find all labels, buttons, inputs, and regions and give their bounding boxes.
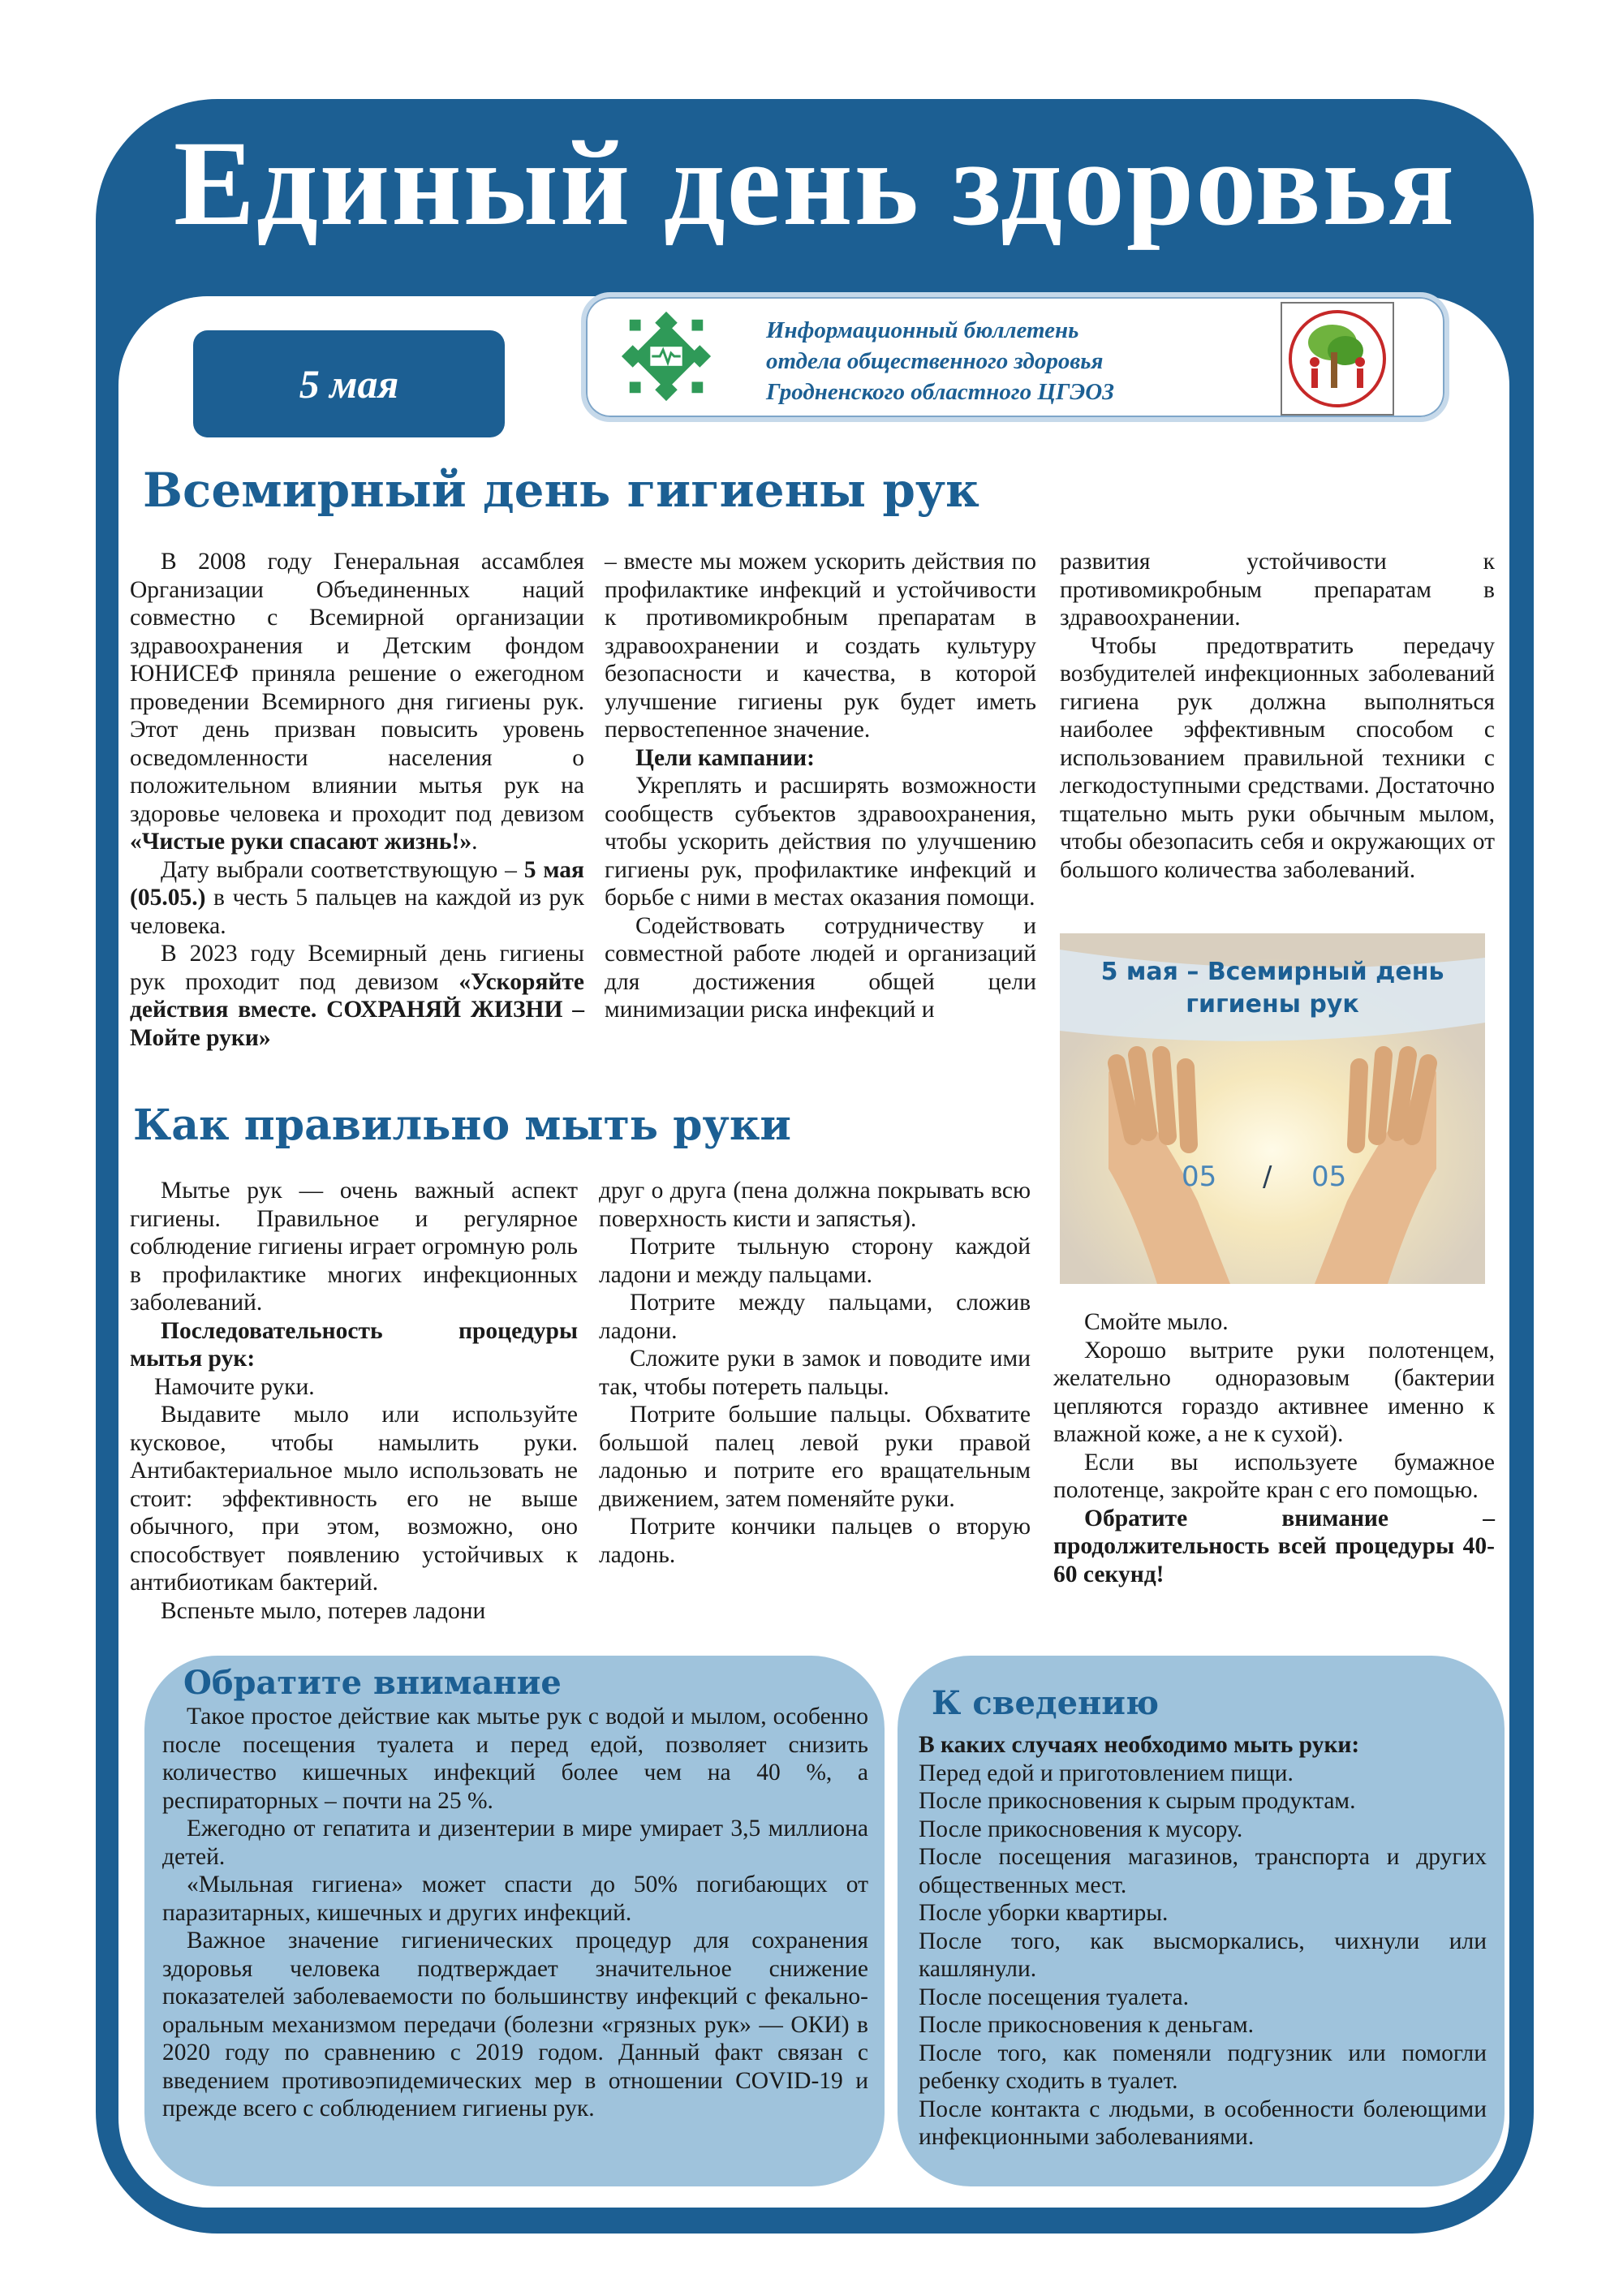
text: В 2023 году Всемирный день гигиены рук проходит под девизом (130, 941, 584, 995)
photo-caption-line-1: 5 мая – Всемирный день (1100, 958, 1444, 986)
photo-left-number: 05 (1182, 1161, 1217, 1193)
paragraph: Намочите руки. (154, 1373, 315, 1400)
paragraph: Важное значение гигиенических процедур для сохранения здоровья человека подтверждает значительное снижение показателей заболеваемости по большинству инфекций с фекально-оральным механизмом передачи (болезни «грязных рук» — ОКИ) в 2020 году по сравнению с 2019 годом. Данный факт связан с введением противоэпидемических мер в отношении COVID-19 и прежде всего с соблюдением гигиены рук. (162, 1928, 868, 2122)
paragraph: Смойте мыло. (1084, 1309, 1229, 1335)
paragraph: Потрите большие пальцы. Обхватите большой палец левой руки правой ладонью и потрите его вращательным движением, затем поменяйте руки. (599, 1402, 1031, 1512)
text: . (471, 829, 478, 855)
paragraph: «Мыльная гигиена» может спасти до 50% погибающих от паразитарных, кишечных и других инфекций. (162, 1872, 868, 1926)
date-badge (193, 330, 505, 437)
list-item: После того, как поменяли подгузник или помогли ребенку сходить в туалет. (919, 2040, 1487, 2094)
section-hand-hygiene-day-title: Всемирный день гигиены рук (143, 463, 979, 518)
hands-photo (1060, 933, 1485, 1284)
paragraph: Потрите тыльную сторону каждой ладони и между пальцами. (599, 1234, 1031, 1288)
date-highlight: 5 мая (05.05.) (130, 856, 584, 911)
page-title: Единый день здоровья (173, 116, 1457, 251)
paragraph: Мытье рук — очень важный аспект гигиены. Правильное и регулярное соблюдение гигиены играет огромную роль в профилактике многих инфекционных заболеваний. (130, 1178, 578, 1316)
date-label: 5 мая (299, 361, 399, 407)
paragraph: Вспеньте мыло, потерев ладони (161, 1597, 486, 1624)
text: В 2008 году Генеральная ассамблея Организации Объединенных наций совместно с Всемирной организации здравоохранения и Детским фондом ЮНИСЕФ приняла решение о ежегодном проведении Всемирного дня гигиены рук. Этот день призван повысить уровень осведомленности населения о положительном влиянии мытья рук на здоровье человека и проходит под девизом (130, 549, 584, 827)
list-item: После уборки квартиры. (919, 1900, 1169, 1926)
paragraph: развития устойчивости к противомикробным препаратам в здравоохранении. (1060, 549, 1495, 631)
paragraph: друг о друга (пена должна покрывать всю поверхность кисти и запястья). (599, 1178, 1031, 1232)
paragraph (130, 548, 584, 856)
photo-slash: / (1263, 1161, 1272, 1193)
list-item: После посещения магазинов, транспорта и других общественных мест. (919, 1844, 1487, 1898)
paragraph: Содействовать сотрудничеству и совместной работе людей и организаций для достижения общей цели минимизации риска инфекций и (605, 912, 1036, 1023)
paragraph: Хорошо вытрите руки полотенцем, желательно одноразовым (бактерии цепляются гораздо активнее именно к влажной коже, а не к сухой). (1053, 1337, 1495, 1447)
list-item: После прикосновения к мусору. (919, 1816, 1243, 1842)
info-box-text (919, 1731, 1487, 2152)
list-item: После прикосновения к деньгам. (919, 2012, 1254, 2038)
paragraph: Сложите руки в замок и поводите ими так, чтобы потереть пальцы. (599, 1346, 1031, 1400)
list-item: После контакта с людьми, в особенности болеющими инфекционными заболеваниями. (919, 2096, 1487, 2150)
motto-2023: «Ускоряйте действия вместе. СОХРАНЯЙ ЖИЗНИ – Мойте руки» (130, 968, 584, 1051)
paragraph: Ежегодно от гепатита и дизентерии в мире умирает 3,5 миллиона детей. (162, 1816, 868, 1870)
photo-right-number: 05 (1311, 1161, 1347, 1193)
section1-column-3 (1060, 548, 1495, 884)
section2-column-3 (1053, 1308, 1495, 1588)
bulletin-banner (581, 292, 1449, 422)
paragraph: Выдавите мыло или используйте кусковое, чтобы намылить руки. Антибактериальное мыло использовать не стоит: эффективность его не выше обычного, при этом, возможно, оно способствует появлению устойчивых к антибиотикам бактерий. (130, 1402, 578, 1596)
section1-column-1 (130, 548, 584, 1052)
duration-note: Обратите внимание – продолжительность всей процедуры 40-60 секунд! (1053, 1505, 1495, 1587)
goals-heading: Цели кампании: (635, 744, 815, 771)
section2-column-1 (130, 1177, 578, 1625)
paragraph: – вместе мы можем ускорить действия по профилактике инфекций и устойчивости к противомикробным препаратам в здравоохранении и создать культуру безопасности и качества, в которой улучшение гигиены рук будет иметь первостепенное значение. (605, 549, 1036, 743)
paragraph: Если вы используете бумажное полотенце, закройте кран с его помощью. (1053, 1449, 1495, 1503)
section-how-to-wash-title: Как правильно мыть руки (133, 1101, 791, 1150)
info-subtitle (919, 1731, 1487, 1760)
attention-box-text (162, 1703, 868, 2123)
section2-column-2 (599, 1177, 1031, 1569)
bulletin-line-1: Информационный бюллетень (766, 317, 1079, 343)
text: в честь 5 пальцев на каждой из рук человека. (130, 885, 584, 939)
paragraph: Укреплять и расширять возможности сообществ субъектов здравоохранения, чтобы ускорить действия по улучшению гигиены рук, профилактике инфекций и борьбе с ними в местах оказания помощи. (605, 773, 1036, 911)
paragraph: Чтобы предотвратить передачу возбудителей инфекционных заболеваний гигиена рук должна выполняться наиболее эффективным способом с использованием правильной техники с легкодоступными средствами. Достаточно тщательно мыть руки обычным мылом, чтобы обезопасить себя и окружающих от большого количества заболеваний. (1060, 632, 1495, 883)
paragraph (130, 940, 584, 1052)
info-subtitle-text: В каких случаях необходимо мыть руки: (919, 1732, 1360, 1758)
cgeoz-logo-icon (1281, 302, 1394, 416)
paragraph: Потрите кончики пальцев о вторую ладонь. (599, 1514, 1031, 1568)
goals-title (605, 744, 1036, 773)
info-box-title: К сведению (932, 1684, 1159, 1722)
text: Дату выбрали соответствующую – (161, 856, 517, 883)
paragraph: Такое простое действие как мытье рук с водой и мылом, особенно после посещения туалета и перед едой, позволяет снизить количество кишечных инфекций более чем на 40 %, а респираторных – почти на 25 %. (162, 1704, 868, 1814)
section1-column-2 (605, 548, 1036, 1024)
bulletin-line-2: отдела общественного здоровья (766, 348, 1104, 374)
list-item: После посещения туалета. (919, 1984, 1189, 2010)
attention-box-title: Обратите внимание (183, 1664, 562, 1702)
paragraph: Потрите между пальцами, сложив ладони. (599, 1290, 1031, 1344)
motto-text: «Чистые руки спасают жизнь!» (130, 829, 472, 855)
bulletin-line-3: Гродненского областного ЦГЭОЗ (766, 379, 1114, 405)
photo-caption-line-2: гигиены рук (1186, 990, 1359, 1019)
bulletin-text (766, 315, 1253, 407)
paragraph (1053, 1505, 1495, 1589)
photo-caption (1060, 956, 1485, 1021)
list-item: После того, как высморкались, чихнули или кашлянули. (919, 1928, 1487, 1982)
paragraph (130, 856, 584, 941)
sequence-heading: Последовательность процедуры мытья рук: (130, 1317, 578, 1372)
regional-emblem-icon (618, 308, 714, 404)
list-item: После прикосновения к сырым продуктам. (919, 1788, 1356, 1814)
sequence-title (130, 1317, 578, 1373)
list-item: Перед едой и приготовлением пищи. (919, 1760, 1294, 1786)
